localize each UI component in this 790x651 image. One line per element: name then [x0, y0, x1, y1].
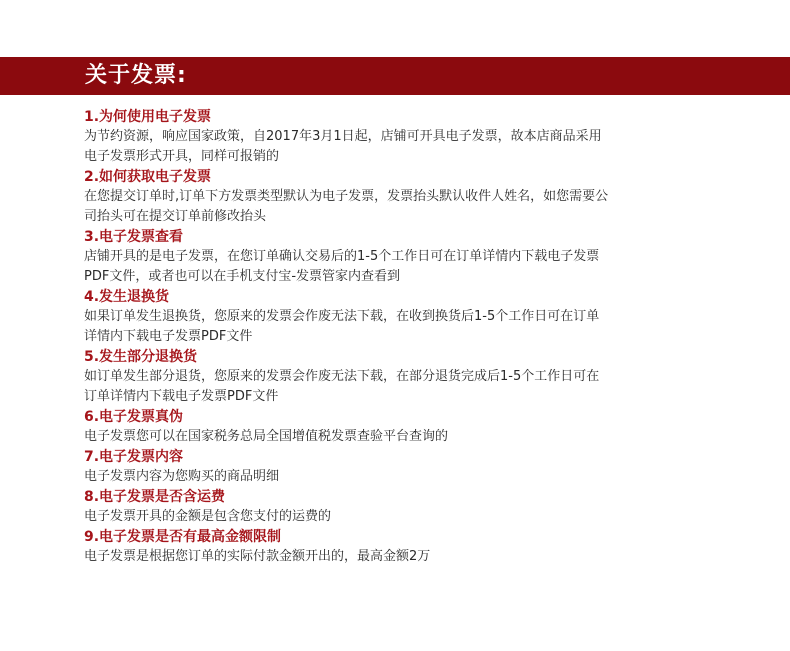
faq-item-2 [84, 167, 724, 227]
faq-item-5 [84, 347, 724, 407]
faq-answer-line: 电子发票是根据您订单的实际付款金额开出的，最高金额2万 [84, 549, 431, 564]
faq-answer-line: 电子发票形式开具，同样可报销的 [84, 149, 280, 164]
faq-answer-line: 电子发票内容为您购买的商品明细 [84, 469, 280, 484]
faq-question: 5.发生部分退换货 [84, 349, 198, 365]
faq-question: 1.为何使用电子发票 [84, 109, 212, 125]
faq-answer-line: 如订单发生部分退货，您原来的发票会作废无法下载，在部分退货完成后1-5个工作日可在 [84, 369, 600, 384]
faq-answer-line: 电子发票您可以在国家税务总局全国增值税发票查验平台查询的 [84, 429, 449, 444]
faq-item-3 [84, 227, 724, 287]
faq-item-1 [84, 107, 724, 167]
faq-answer-line: 司抬头可在提交订单前修改抬头 [84, 209, 267, 224]
faq-item-4 [84, 287, 724, 347]
faq-question: 8.电子发票是否含运费 [84, 489, 226, 505]
page-title: 关于发票: [85, 63, 187, 88]
faq-question: 3.电子发票查看 [84, 229, 184, 245]
faq-question: 7.电子发票内容 [84, 449, 184, 465]
faq-answer-line: 为节约资源，响应国家政策，自2017年3月1日起，店铺可开具电子发票，故本店商品采用 [84, 129, 602, 144]
faq-answer-line: PDF文件，或者也可以在手机支付宝-发票管家内查看到 [84, 269, 401, 284]
faq-answer-line: 订单详情内下载电子发票PDF文件 [84, 389, 279, 404]
header-bar [0, 57, 790, 95]
faq-question: 4.发生退换货 [84, 289, 170, 305]
faq-question: 6.电子发票真伪 [84, 409, 184, 425]
faq-item-7 [84, 447, 724, 487]
faq-item-8 [84, 487, 724, 527]
faq-answer-line: 店铺开具的是电子发票，在您订单确认交易后的1-5个工作日可在订单详情内下载电子发票 [84, 249, 600, 264]
faq-list [84, 107, 724, 567]
faq-item-6 [84, 407, 724, 447]
faq-item-9 [84, 527, 724, 567]
faq-answer-line: 详情内下载电子发票PDF文件 [84, 329, 253, 344]
faq-answer-line: 电子发票开具的金额是包含您支付的运费的 [84, 509, 332, 524]
faq-question: 9.电子发票是否有最高金额限制 [84, 529, 282, 545]
faq-answer-line: 在您提交订单时,订单下方发票类型默认为电子发票，发票抬头默认收件人姓名，如您需要公 [84, 189, 609, 204]
faq-answer-line: 如果订单发生退换货，您原来的发票会作废无法下载，在收到换货后1-5个工作日可在订单 [84, 309, 600, 324]
faq-question: 2.如何获取电子发票 [84, 169, 212, 185]
